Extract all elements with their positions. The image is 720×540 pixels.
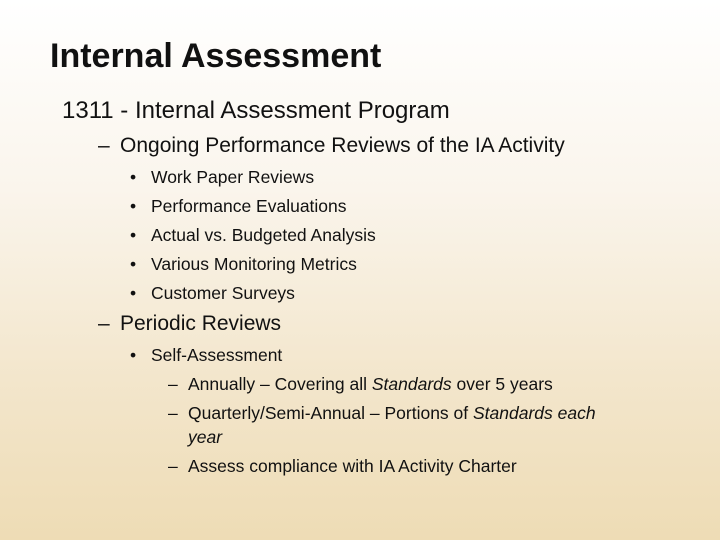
sub-item <box>168 373 553 395</box>
bullet-marker: • <box>130 196 137 216</box>
section-label: Periodic Reviews <box>120 312 282 335</box>
list-item <box>130 195 347 217</box>
list-item-text: Self-Assessment <box>151 345 283 365</box>
sub-item-emphasis: Standards each <box>473 403 596 423</box>
sub-item-continuation: year <box>188 427 223 447</box>
sub-item <box>168 455 517 477</box>
bullet-marker: • <box>130 167 137 187</box>
dash-marker: – <box>168 403 178 423</box>
sub-item-text: Quarterly/Semi-Annual – Portions of <box>188 403 473 423</box>
bullet-marker: • <box>130 254 137 274</box>
list-item <box>130 166 314 188</box>
slide-title: Internal Assessment <box>50 37 382 75</box>
list-item-text: Work Paper Reviews <box>151 167 315 187</box>
dash-marker: – <box>168 456 178 476</box>
list-item <box>130 282 295 304</box>
sub-item-text: Assess compliance with IA Activity Charter <box>188 456 517 476</box>
list-item <box>130 253 357 275</box>
bullet-marker: • <box>130 225 137 245</box>
list-item-text: Actual vs. Budgeted Analysis <box>151 225 376 245</box>
level1-heading: 1311 - Internal Assessment Program <box>62 97 450 124</box>
dash-marker: – <box>168 374 178 394</box>
section-periodic-reviews <box>98 311 281 337</box>
list-item-text: Various Monitoring Metrics <box>151 254 357 274</box>
sub-item-text-end: over 5 years <box>451 374 553 394</box>
list-item <box>130 344 282 366</box>
list-item-text: Customer Surveys <box>151 283 295 303</box>
bullet-marker: • <box>130 345 137 365</box>
section-label: Ongoing Performance Reviews of the IA Activity <box>120 134 565 157</box>
bullet-marker: • <box>130 283 137 303</box>
sub-item <box>168 402 596 424</box>
dash-marker: – <box>98 134 110 157</box>
sub-item-text: Annually – Covering all <box>188 374 372 394</box>
list-item <box>130 224 376 246</box>
section-ongoing-reviews <box>98 133 565 159</box>
list-item-text: Performance Evaluations <box>151 196 347 216</box>
sub-item-emphasis: Standards <box>371 374 452 394</box>
dash-marker: – <box>98 312 110 335</box>
